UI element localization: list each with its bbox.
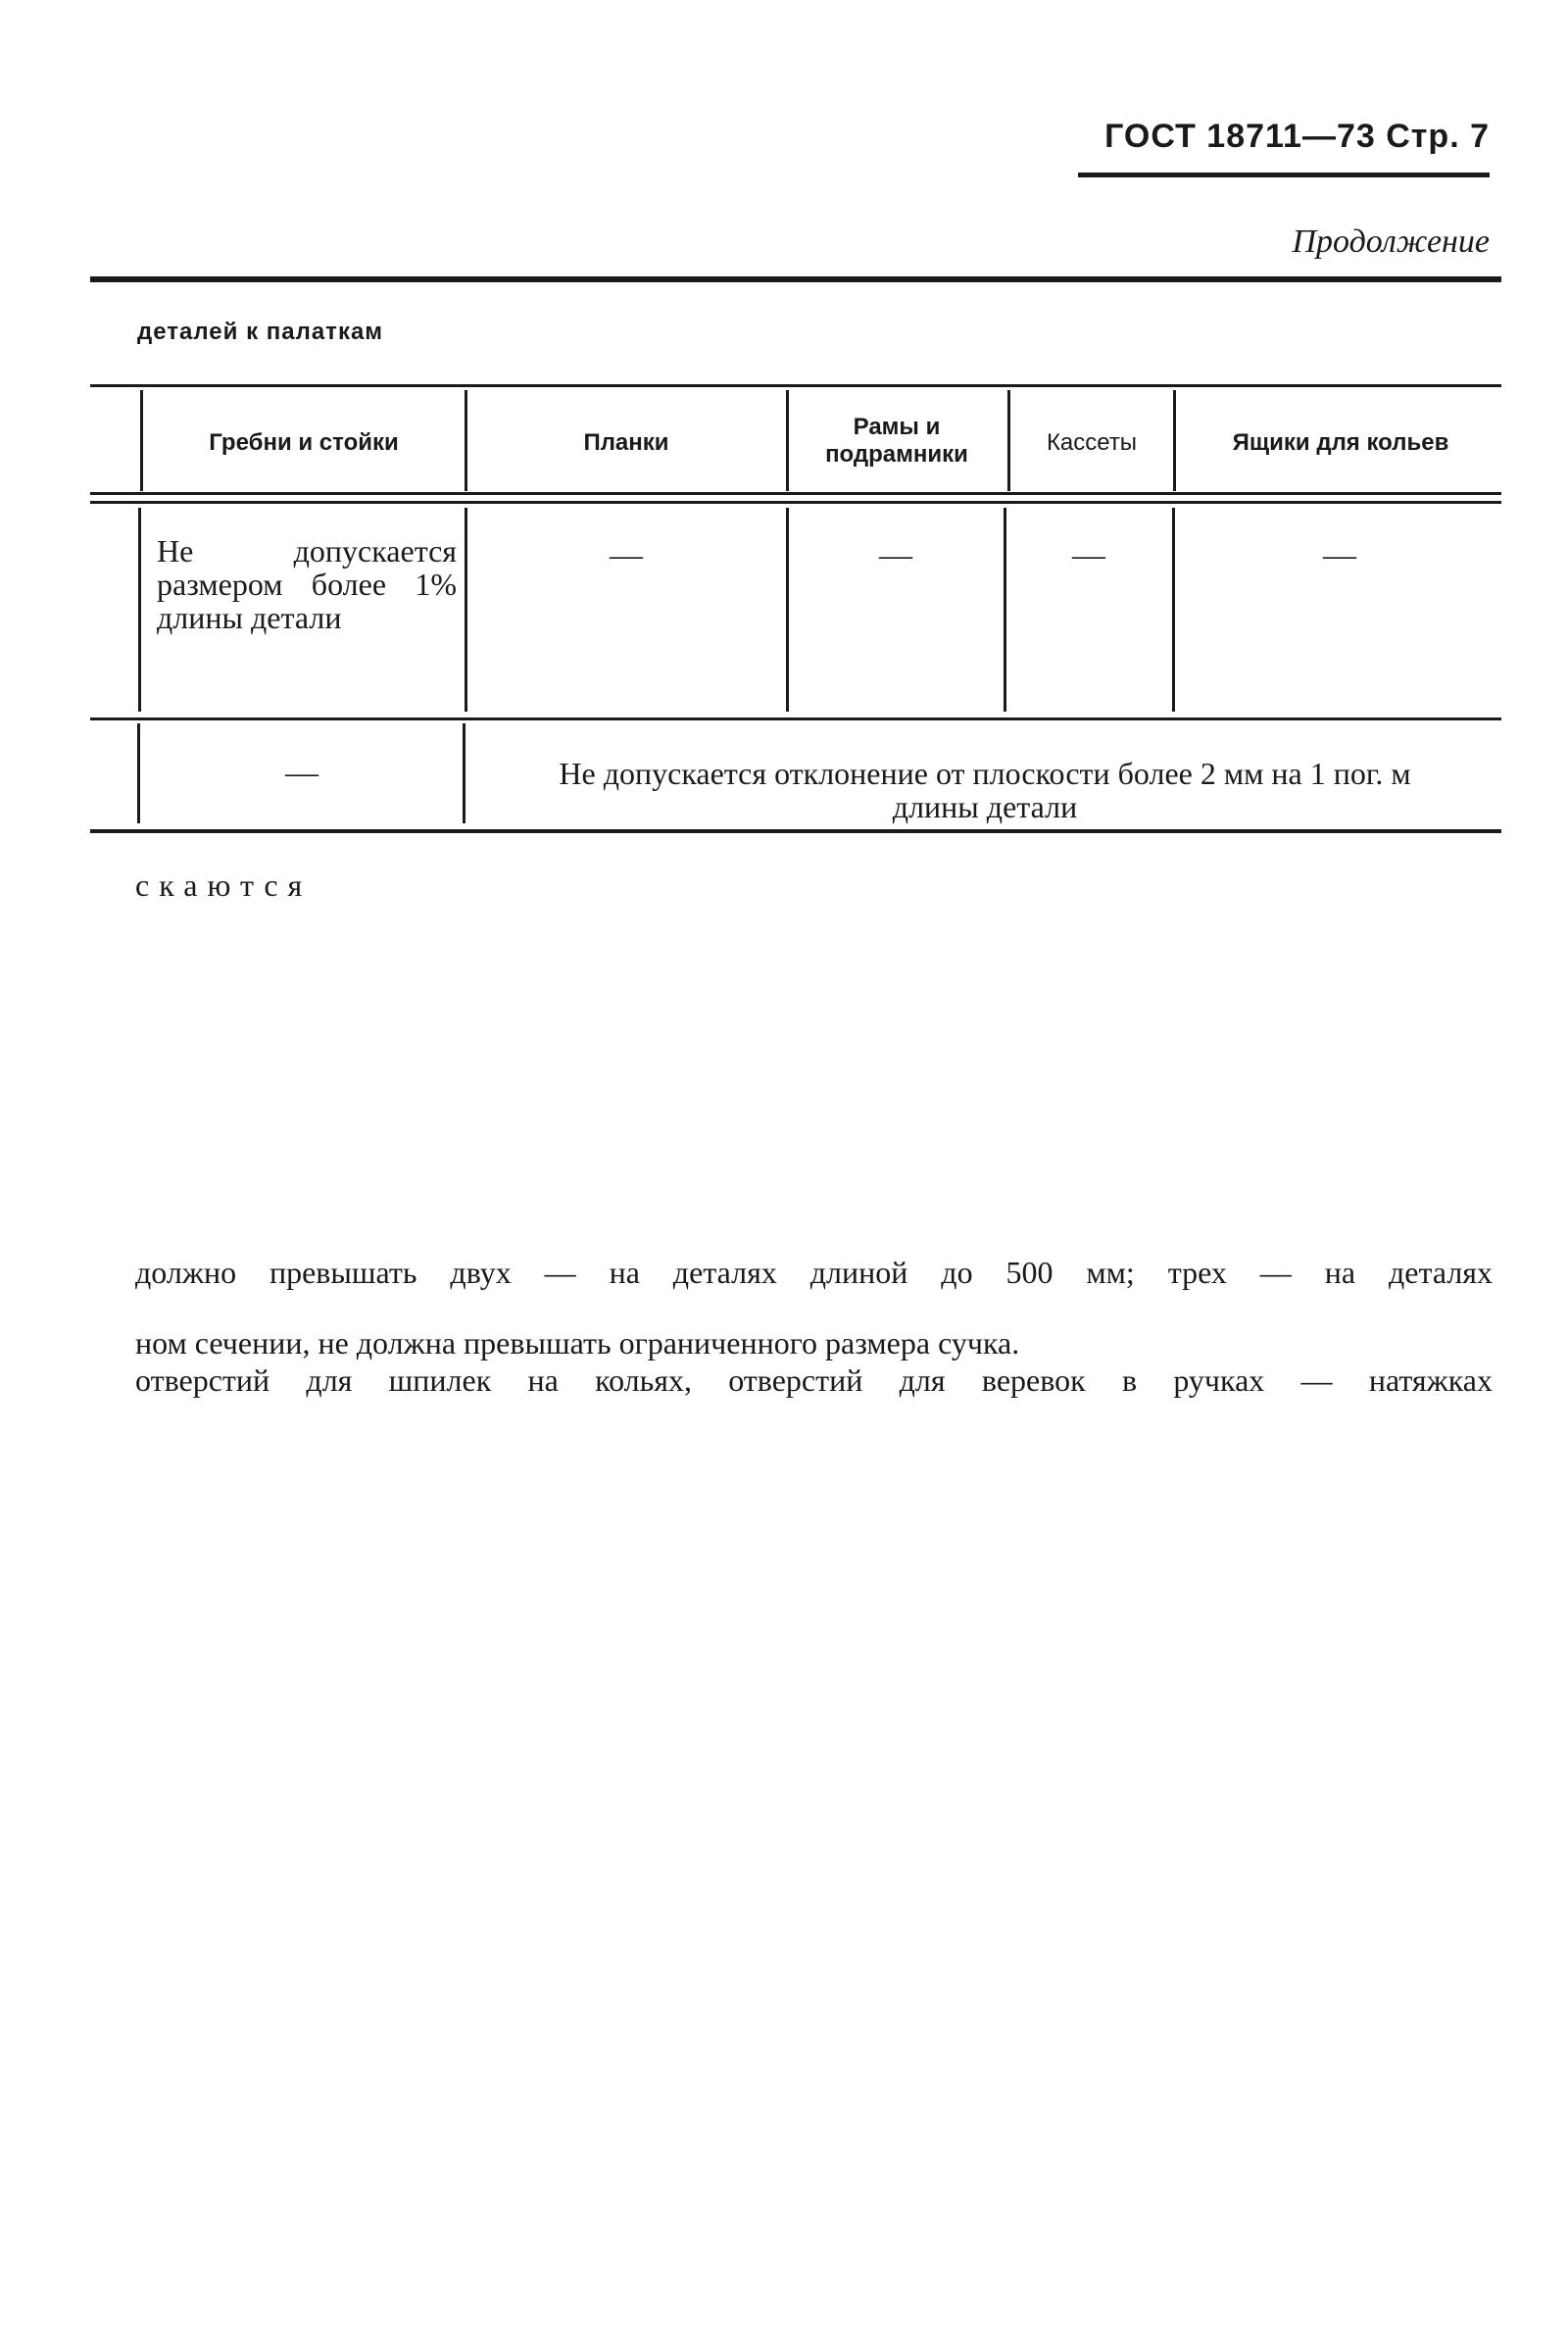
col-divider [465, 508, 467, 712]
cell-flatness-requirement: Не допускается отклонение от плоскости более 2 мм на 1 пог. м длины детали [559, 756, 1411, 824]
col-divider [786, 390, 789, 491]
text-line: ном сечении, не должна превышать ограниченного размера сучка. [135, 1325, 1020, 1360]
top-rule [90, 276, 1501, 282]
col-divider [138, 508, 141, 712]
column-header-slats: Планки [583, 429, 669, 456]
cell-cassettes-dash: — [1072, 537, 1105, 573]
text-fragment: скаются [135, 867, 313, 903]
col-divider [1007, 390, 1010, 491]
standard-code: ГОСТ 18711—73 Стр. 7 [1104, 118, 1490, 155]
table-row-rule [90, 717, 1501, 720]
cell-frames-dash: — [879, 537, 912, 573]
text-line: должно превышать двух — на деталях длиной до 500 мм; трех — на деталях [135, 1255, 1493, 1290]
table-head-rule-2 [90, 501, 1501, 504]
table-head-rule-1 [90, 492, 1501, 495]
table-caption: деталей к палаткам [137, 319, 384, 345]
col-divider [786, 508, 789, 712]
col-divider [140, 390, 143, 491]
col-divider [1173, 390, 1176, 491]
header-rule [1078, 173, 1490, 177]
col-divider [1172, 508, 1175, 712]
col-divider [1004, 508, 1006, 712]
continuation-label: Продолжение [1292, 223, 1490, 260]
column-header-frames: Рамы и подрамники [825, 414, 968, 468]
cell-ridges-dash: — [285, 755, 318, 791]
table-top-rule [90, 384, 1501, 387]
table-bottom-rule [90, 829, 1501, 833]
cell-peg-boxes-dash: — [1323, 537, 1356, 573]
col-divider [137, 723, 140, 823]
column-header-peg-boxes: Ящики для кольев [1232, 429, 1449, 456]
cell-slats-dash: — [610, 537, 643, 573]
column-header-cassettes: Кассеты [1046, 429, 1138, 456]
column-header-ridges: Гребни и стойки [209, 429, 399, 456]
col-divider [465, 390, 467, 491]
col-divider [463, 723, 466, 823]
cell-ridges-defect: Не допускается размером более 1% длины детали [157, 533, 457, 635]
text-line: отверстий для шпилек на кольях, отверстий для веревок в ручках — натяжках [135, 1362, 1493, 1398]
